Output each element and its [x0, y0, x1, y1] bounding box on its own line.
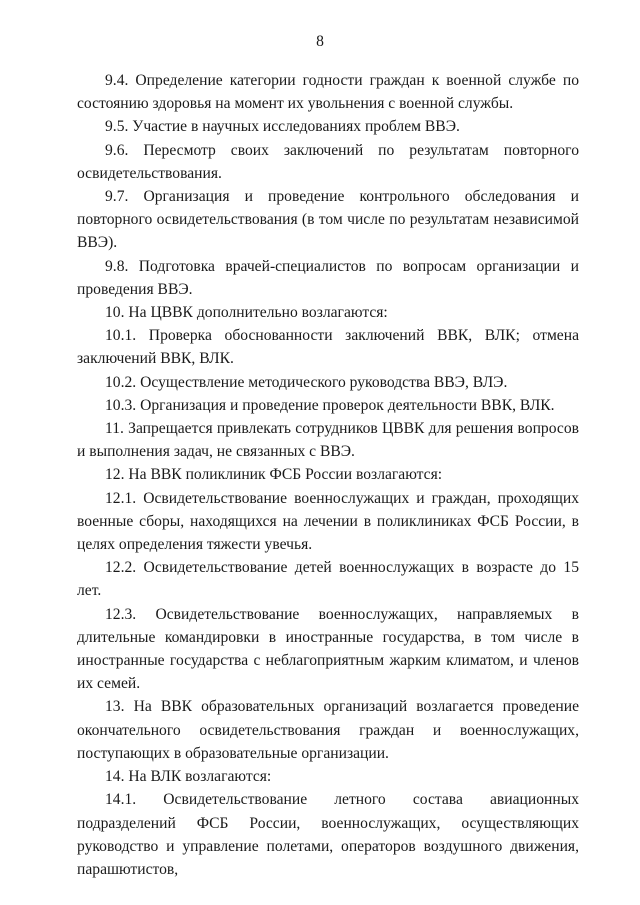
paragraph-10: 10. На ЦВВК дополнительно возлагаются: — [105, 304, 388, 322]
paragraph-12-3: 12.3. Освидетельствование военнослужащих, направляемых в длительные командировки в иностранные государства, в том числе в иностранные государства с неблагоприятным жарким климатом, и членов их семей. — [77, 605, 579, 693]
paragraph-9-8: 9.8. Подготовка врачей-специалистов по вопросам организации и проведения ВВЭ. — [77, 257, 579, 298]
paragraph-10-3: 10.3. Организация и проведение проверок деятельности ВВК, ВЛК. — [105, 396, 555, 414]
paragraph-9-5: 9.5. Участие в научных исследованиях проблем ВВЭ. — [105, 118, 460, 136]
paragraph-12-1: 12.1. Освидетельствование военнослужащих и граждан, проходящих военные сборы, находящихся на лечении в поликлиниках ФСБ России, в целях определения тяжести увечья. — [77, 489, 579, 554]
document-body — [77, 69, 579, 881]
paragraph-14: 14. На ВЛК возлагаются: — [105, 768, 272, 786]
paragraph-9-4: 9.4. Определение категории годности граждан к военной службе по состоянию здоровья на момент их увольнения с военной службы. — [77, 72, 579, 113]
paragraph-11: 11. Запрещается привлекать сотрудников ЦВВК для решения вопросов и выполнения задач, не связанных с ВВЭ. — [77, 420, 579, 461]
paragraph-13: 13. На ВВК образовательных организаций возлагается проведение окончательного освидетельствования граждан и военнослужащих, поступающих в образовательные организации. — [77, 698, 579, 762]
page-number: 8 — [316, 33, 324, 50]
paragraph-12-2: 12.2. Освидетельствование детей военнослужащих в возрасте до 15 лет. — [77, 559, 579, 600]
paragraph-10-1: 10.1. Проверка обоснованности заключений ВВК, ВЛК; отмена заключений ВВК, ВЛК. — [77, 327, 579, 368]
paragraph-12: 12. На ВВК поликлиник ФСБ России возлагаются: — [105, 466, 443, 484]
paragraph-9-7: 9.7. Организация и проведение контрольного обследования и повторного освидетельствования (в том числе по результатам независимой ВВЭ). — [77, 188, 579, 252]
paragraph-14-1: 14.1. Освидетельствование летного состава авиационных подразделений ФСБ России, военнослужащих, осуществляющих руководство и управление полетами, операторов воздушного движения, парашютистов, — [77, 791, 579, 878]
paragraph-10-2: 10.2. Осуществление методического руководства ВВЭ, ВЛЭ. — [105, 373, 508, 391]
paragraph-9-6: 9.6. Пересмотр своих заключений по результатам повторного освидетельствования. — [77, 141, 579, 182]
